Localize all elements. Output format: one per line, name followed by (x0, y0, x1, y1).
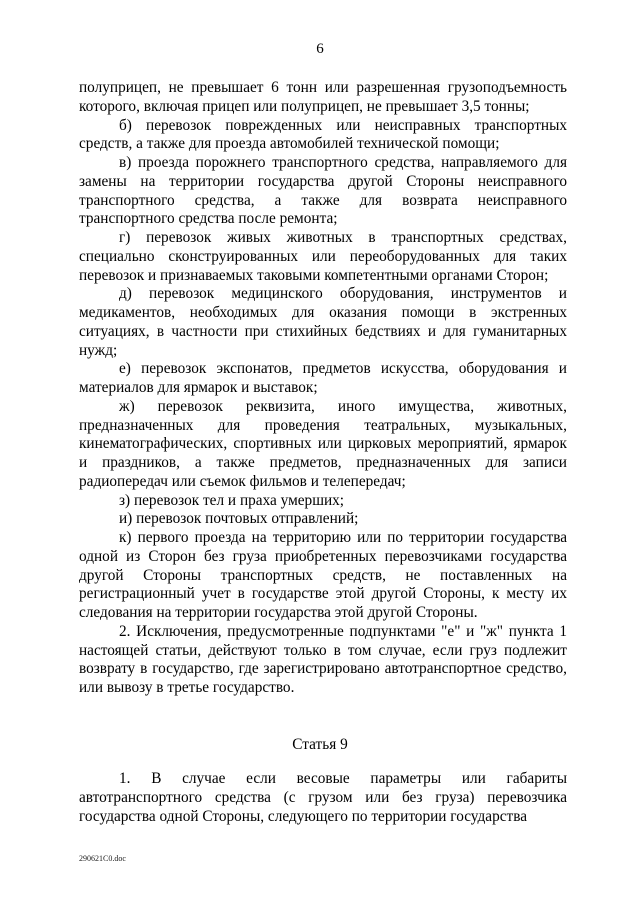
article-heading: Статья 9 (292, 736, 348, 753)
article-body (79, 770, 567, 826)
article-paragraph-1: 1. В случае если весовые параметры или габариты автотранспортного средства (с грузом или без груза) перевозчика государства одной Стороны, следующего по территории государства (79, 770, 567, 825)
paragraph-item-v: в) проезда порожнего транспортного средства, направляемого для замены на территории государства другой Стороны неисправного транспортного средства, а также для возврата неисправного транспортного средства после ремонта; (79, 154, 567, 228)
paragraph-item-k: к) первого проезда на территорию или по территории государства одной из Сторон без груза приобретенных перевозчиками государства другой Стороны транспортных средств, не поставленных на регистрационный учет в государстве этой другой Стороны, к месту их следования на территории государства этой другой Стороны. (79, 529, 567, 621)
footer-filename: 290621C0.doc (79, 854, 126, 863)
page-number: 6 (316, 41, 324, 57)
paragraph-item-zh: ж) перевозок реквизита, иного имущества, животных, предназначенных для проведения театральных, музыкальных, кинематографических, спортивных или цирковых мероприятий, ярмарок и праздников, а также предметов, предназначенных для записи радиопередач или съемок фильмов и телепередач; (79, 397, 567, 490)
paragraph-item-g: г) перевозок живых животных в транспортных средствах, специально сконструированных или переоборудованных для таких перевозок и признаваемых таковыми компетентными органами Сторон; (79, 229, 567, 284)
document-body (79, 79, 567, 698)
paragraph-item-e: е) перевозок экспонатов, предметов искусства, оборудования и материалов для ярмарок и выставок; (79, 360, 567, 396)
paragraph-item-d: д) перевозок медицинского оборудования, инструментов и медикаментов, необходимых для оказания помощи в экстренных ситуациях, в частности при стихийных бедствиях и для гуманитарных нужд; (79, 285, 567, 359)
paragraph-item-i: и) перевозок почтовых отправлений; (119, 510, 359, 528)
paragraph-item-z: з) перевозок тел и праха умерших; (119, 491, 345, 509)
paragraph-point-2: 2. Исключения, предусмотренные подпунктами "е" и "ж" пункта 1 настоящей статьи, действуют только в том случае, если груз подлежит возврату в государство, где зарегистрировано автотранспортное средство, или вывозу в третье государство. (79, 622, 567, 696)
paragraph-continuation: полуприцеп, не превышает 6 тонн или разрешенная грузоподъемность которого, включая прицеп или полуприцеп, не превышает 3,5 тонны; (79, 79, 567, 115)
paragraph-item-b: б) перевозок поврежденных или неисправных транспортных средств, а также для проезда автомобилей технической помощи; (79, 116, 567, 153)
